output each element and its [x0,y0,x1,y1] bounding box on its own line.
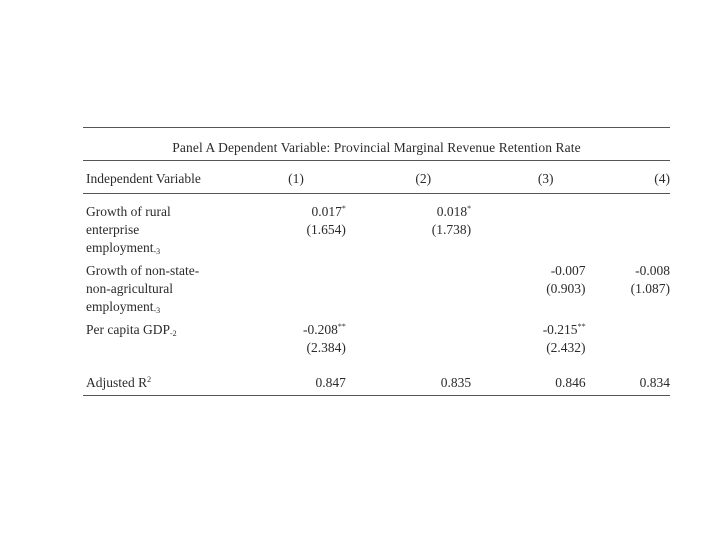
cell-r1-c4 [586,262,670,316]
row-label-non-state-employment [83,262,247,316]
adjusted-r2-col-1: 0.847 [247,374,346,396]
significance-stars: ** [577,322,586,331]
significance-stars: * [341,204,346,213]
t-stat-value: (2.432) [546,340,586,355]
adjusted-r2-col-2: 0.835 [346,374,471,396]
coef-value: -0.008 [635,263,670,278]
coef-value [247,203,346,221]
cell-r0-c3 [471,203,585,257]
cell-r0-c4 [586,203,670,257]
lag-subscript: -2 [169,329,177,338]
row-gap [83,357,670,374]
results-table [83,161,670,396]
r2-superscript: 2 [147,375,152,384]
panel-title: Panel A Dependent Variable: Provincial Marginal Revenue Retention Rate [172,140,581,155]
row-label-line [86,298,247,316]
lag-subscript: -3 [153,247,161,256]
cell-r0-c1 [247,203,346,257]
row-label-line: non-agricultural [86,281,173,296]
cell-r1-c3 [471,262,585,316]
cell-r2-c1 [247,321,346,357]
significance-stars: * [467,204,472,213]
row-label-rural-enterprise [83,203,247,257]
row-label-line: enterprise [86,222,140,237]
regression-table [83,127,670,396]
header-col-1: (1) [288,171,304,186]
coef-value: -0.007 [550,263,586,278]
t-stat-value: (1.087) [630,281,670,296]
cell-r2-c4 [586,321,670,357]
row-label-line [86,321,247,339]
row-label-line: Growth of rural [86,204,171,219]
t-stat-value: (0.903) [546,281,586,296]
header-independent-variable: Independent Variable [86,171,201,186]
row-label-line [86,239,247,257]
cell-r2-c3 [471,321,585,357]
table-row [83,262,670,316]
coef-number: -0.215 [542,322,578,337]
header-rule [83,194,670,204]
coef-value [471,321,585,339]
coef-number: 0.018 [436,204,468,219]
cell-r2-c2 [346,321,471,357]
row-label-per-capita-gdp [83,321,247,357]
significance-stars: ** [337,322,346,331]
row-label-text: employment [86,240,154,255]
adjusted-r2-label [83,374,247,396]
adjusted-r2-row [83,374,670,396]
coef-number: 0.017 [311,204,342,219]
coef-value [346,203,471,221]
t-stat-value: (1.738) [431,222,472,237]
row-label-text: Per capita GDP [86,322,170,337]
adjusted-r2-text: Adjusted R [86,375,148,390]
header-col-4: (4) [654,171,670,186]
column-header-row [83,161,670,194]
coef-number: -0.208 [303,322,338,337]
cell-r1-c1 [247,262,346,316]
t-stat-value: (2.384) [306,340,346,355]
cell-r0-c2 [346,203,471,257]
cell-r1-c2 [346,262,471,316]
header-col-3: (3) [537,171,554,186]
table-row [83,321,670,357]
adjusted-r2-col-4: 0.834 [586,374,670,396]
lag-subscript: -3 [153,306,161,315]
row-label-line: Growth of non-state- [86,263,200,278]
coef-value [247,321,346,339]
t-stat-value: (1.654) [306,222,346,237]
table-row [83,203,670,257]
adjusted-r2-col-3: 0.846 [471,374,585,396]
header-col-2: (2) [415,171,432,186]
row-label-text: employment [86,299,154,314]
